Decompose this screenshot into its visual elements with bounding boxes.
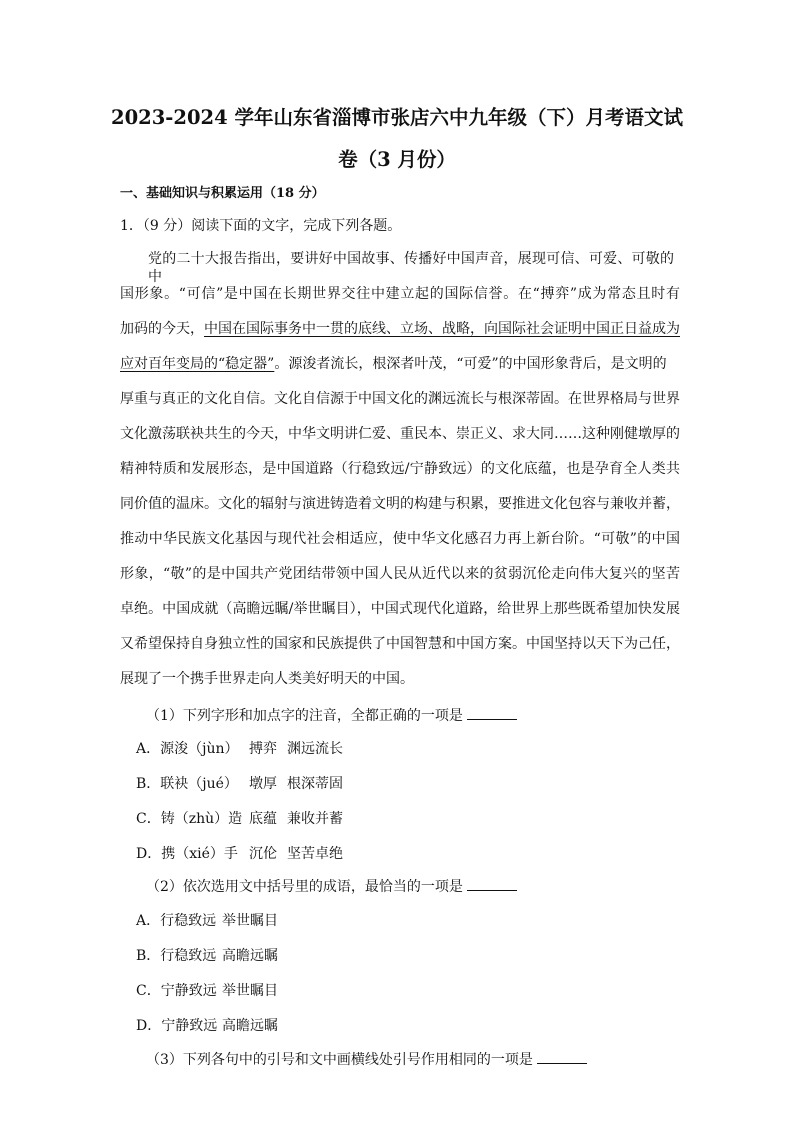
sub-question-3-prompt: （3）下列各句中的引号和文中画横线处引号作用相同的一项是 xyxy=(146,1052,533,1068)
sub-question-2 xyxy=(146,878,706,896)
option-1a[interactable] xyxy=(136,740,696,758)
passage-line-2: 国形象。“可信”是中国在长期世界交往中建立起的国际信誉。在“搏弈”成为常态且时有 xyxy=(120,286,680,302)
option-label: C．铸（zhù）造 xyxy=(136,811,243,827)
passage-line-11: 卓绝。中国成就（高瞻远瞩/举世瞩目），中国式现代化道路，给世界上那些既希望加快发展 xyxy=(120,601,680,617)
passage-line-8: 同价值的温床。文化的辐射与演进铸造着文明的构建与积累，要推进文化包容与兼收并蓄， xyxy=(120,496,680,512)
passage-line-7: 精神特质和发展形态，是中国道路（行稳致远/宁静致远）的文化底蕴，也是孕育全人类共 xyxy=(120,461,680,477)
option-word-1: 墩厚 xyxy=(249,776,277,792)
option-label: B．联袂（jué） xyxy=(136,776,238,792)
option-1b[interactable] xyxy=(136,775,696,793)
option-word-2: 坚苦卓绝 xyxy=(287,846,343,862)
passage-line-9: 推动中华民族文化基因与现代社会相适应，使中华文化感召力再上新台阶。“可敬”的中国 xyxy=(120,531,680,547)
option-word-2: 兼收并蓄 xyxy=(287,811,343,827)
passage-line-6: 文化激荡联袂共生的今天，中华文明讲仁爱、重民本、崇正义、求大同……这种刚健墩厚的 xyxy=(120,426,680,442)
sub-question-1-prompt: （1）下列字形和加点字的注音，全都正确的一项是 xyxy=(146,708,463,724)
option-word: 高瞻远瞩 xyxy=(222,948,278,964)
answer-blank-2[interactable] xyxy=(467,878,517,891)
option-label: D．宁静致远 xyxy=(136,1018,218,1034)
option-2d[interactable] xyxy=(136,1017,696,1035)
option-word-1: 搏弈 xyxy=(249,741,277,757)
option-2c[interactable] xyxy=(136,982,696,1000)
passage-line-5: 厚重与真正的文化自信。文化自信源于中国文化的渊远流长与根深蒂固。在世界格局与世界 xyxy=(120,391,680,407)
answer-blank-3[interactable] xyxy=(537,1051,587,1064)
option-label: A．源浚（jùn） xyxy=(136,741,239,757)
underlined-sentence-part-2: 应对百年变局的“稳定器” xyxy=(120,356,275,372)
passage-line-13: 展现了一个携手世界走向人类美好明天的中国。 xyxy=(120,671,414,687)
question-1-heading: 1．（9 分）阅读下面的文字，完成下列各题。 xyxy=(120,218,402,234)
passage-line-4 xyxy=(120,355,680,373)
sub-question-3 xyxy=(146,1051,706,1069)
option-word-2: 根深蒂固 xyxy=(287,776,343,792)
exam-title-line-1: 2023-2024 学年山东省淄博市张店六中九年级（下）月考语文试 xyxy=(111,106,683,129)
passage-line-3-start: 加码的今天， xyxy=(120,321,204,337)
underlined-sentence-part-1: 中国在国际事务中一贯的底线、立场、战略，向国际社会证明中国正日益成为 xyxy=(204,321,680,337)
option-2b[interactable] xyxy=(136,947,696,965)
exam-title-line-2: 卷（3 月份） xyxy=(338,148,456,171)
option-word-1: 底蕴 xyxy=(249,811,277,827)
answer-blank-1[interactable] xyxy=(467,707,517,720)
option-word: 高瞻远瞩 xyxy=(222,1018,278,1034)
option-label: C．宁静致远 xyxy=(136,983,217,999)
option-label: D．携（xié）手 xyxy=(136,846,238,862)
option-1d[interactable] xyxy=(136,845,696,863)
passage-line-10: 形象，“敬”的是中国共产党团结带领中国人民从近代以来的贫弱沉伦走向伟大复兴的坚苦 xyxy=(120,566,680,582)
option-2a[interactable] xyxy=(136,912,696,930)
passage-line-1: 党的二十大报告指出，要讲好中国故事、传播好中国声音，展现可信、可爱、可敬的中 xyxy=(148,251,674,285)
option-word-1: 沉伦 xyxy=(249,846,277,862)
passage-line-4-rest: 。源浚者流长，根深者叶茂，“可爱”的中国形象背后，是文明的 xyxy=(274,356,667,372)
sub-question-2-prompt: （2）依次选用文中括号里的成语，最恰当的一项是 xyxy=(146,879,463,895)
option-word: 举世瞩目 xyxy=(222,913,278,929)
option-1c[interactable] xyxy=(136,810,696,828)
passage-line-12: 又希望保持自身独立性的国家和民族提供了中国智慧和中国方案。中国坚持以天下为己任， xyxy=(120,636,680,652)
option-label: A．行稳致远 xyxy=(136,913,217,929)
option-label: B．行稳致远 xyxy=(136,948,217,964)
option-word-2: 渊远流长 xyxy=(287,741,343,757)
sub-question-1 xyxy=(146,707,706,725)
option-word: 举世瞩目 xyxy=(222,983,278,999)
passage-line-3 xyxy=(120,320,680,338)
section-heading: 一、基础知识与积累运用（18 分） xyxy=(120,186,325,201)
